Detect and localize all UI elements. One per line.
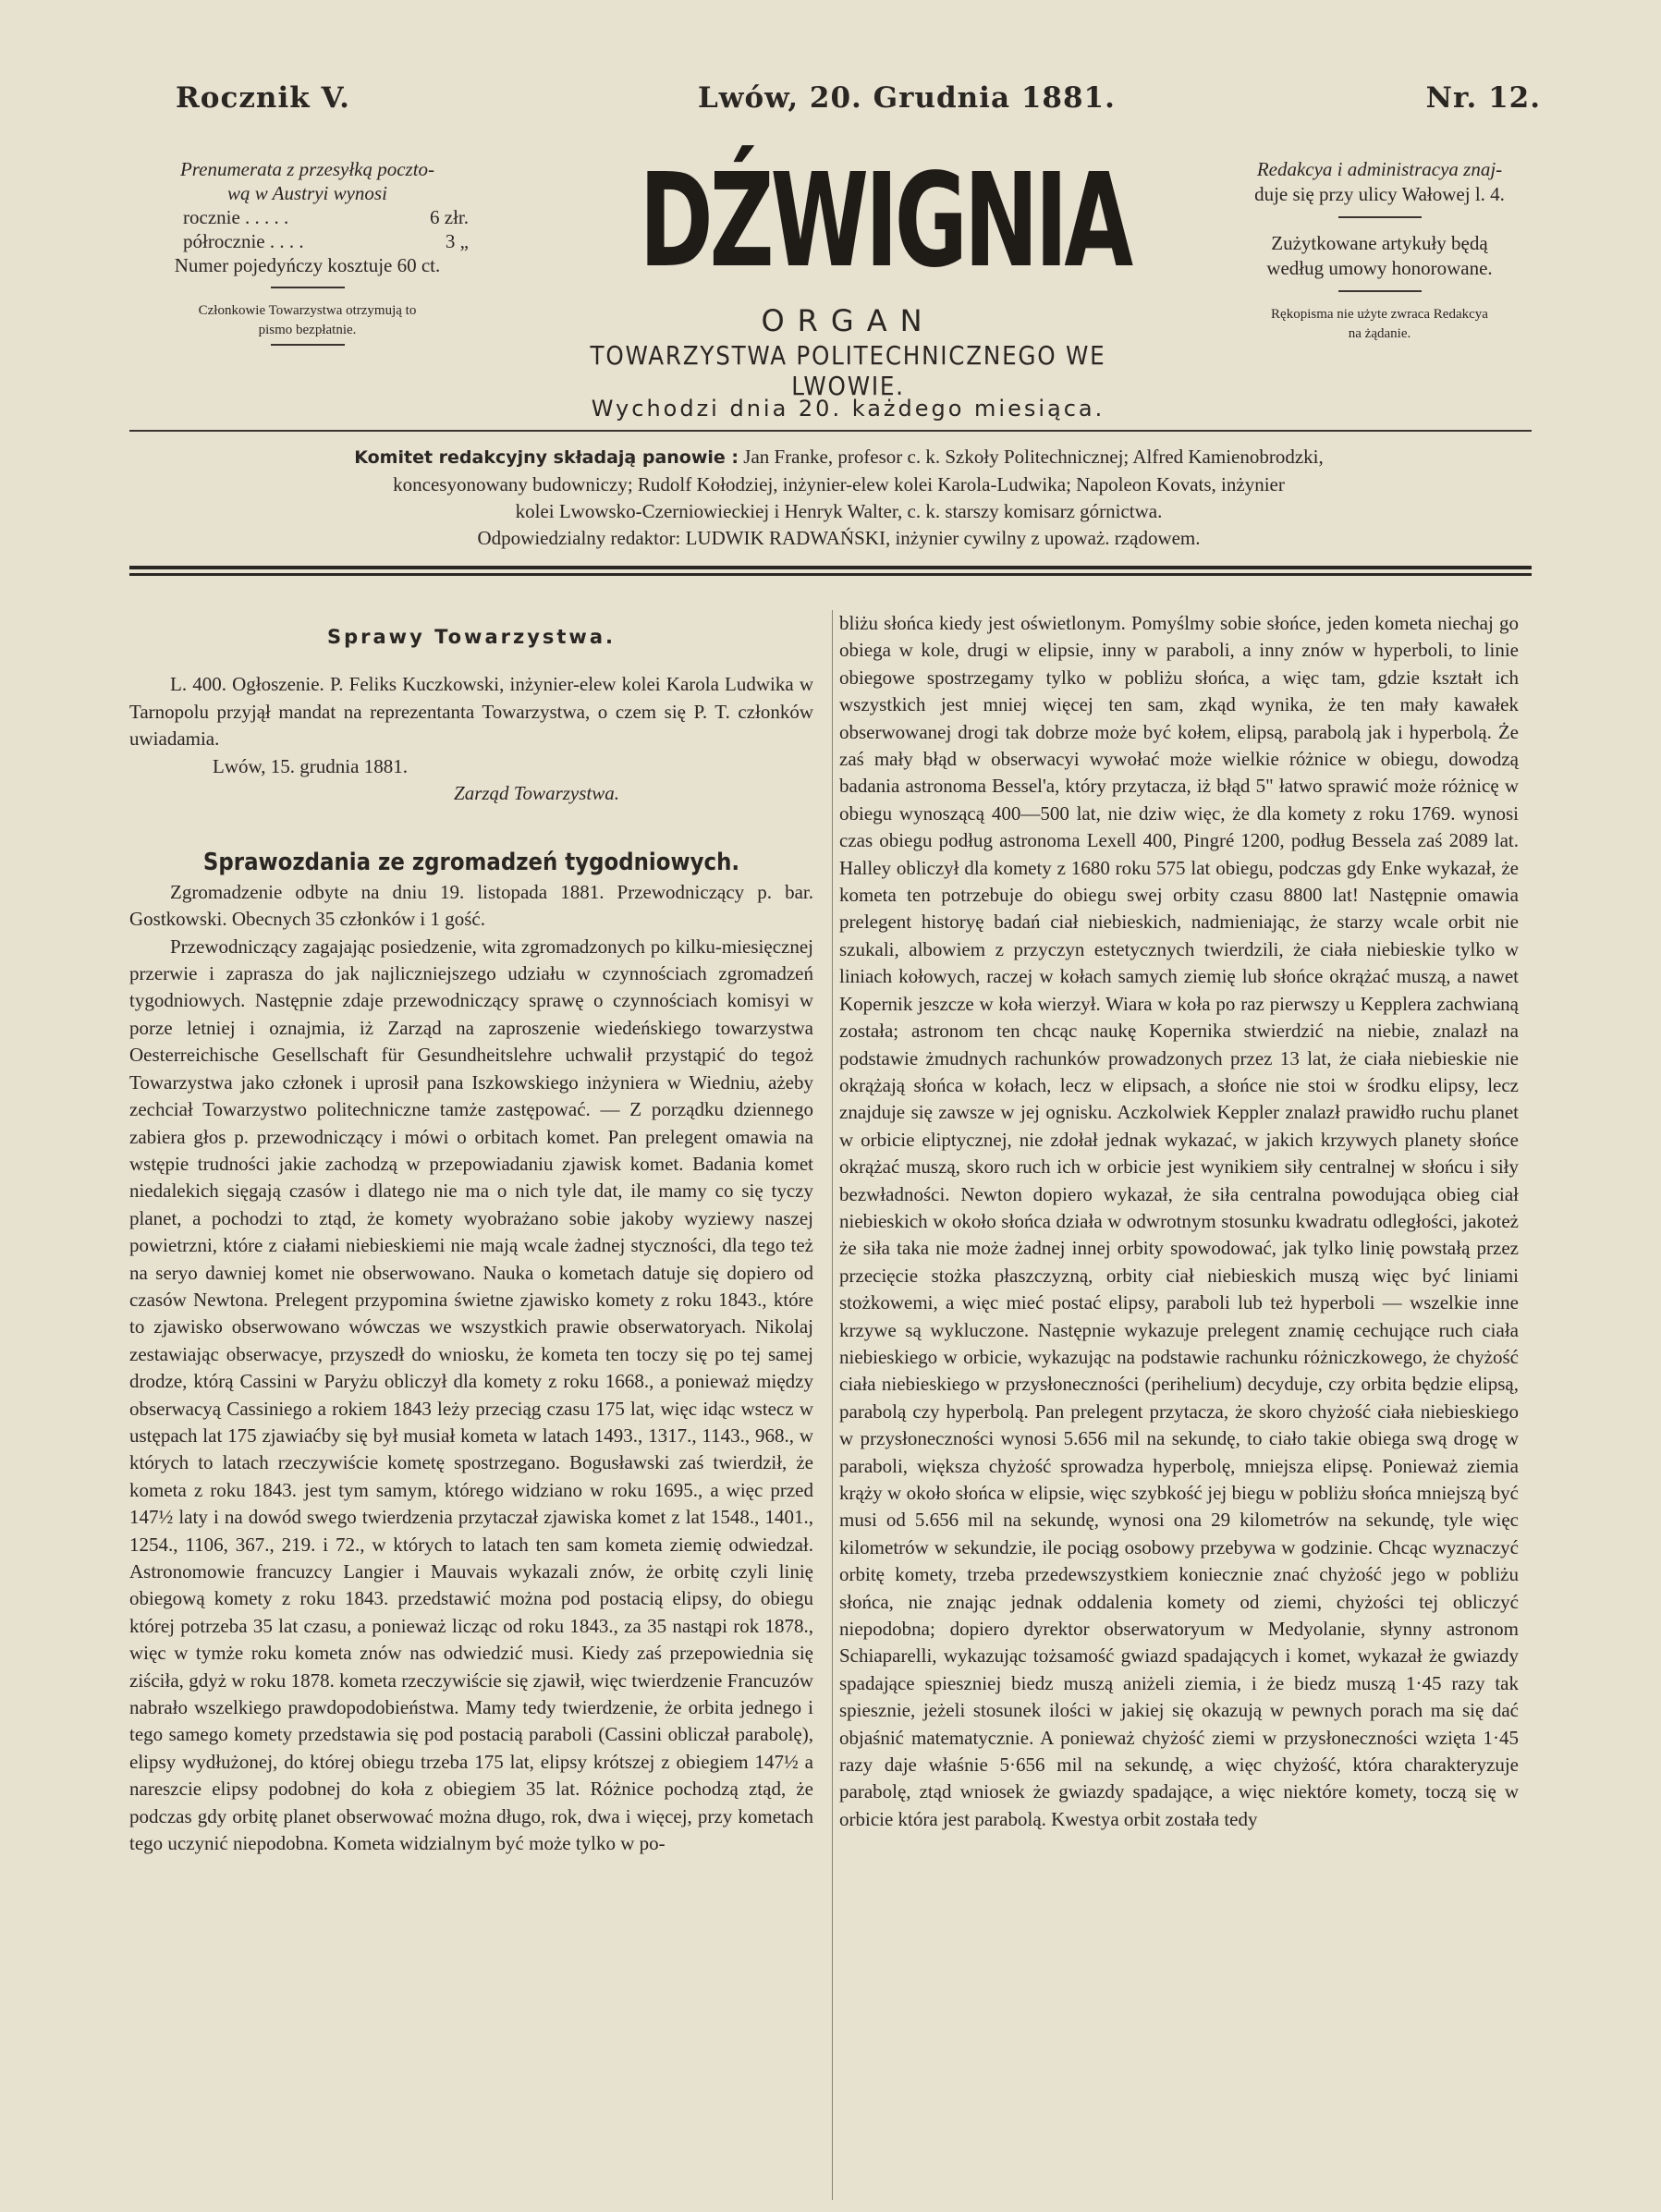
editorial-box [1197,157,1562,344]
responsible-editor: Odpowiedzialny redaktor: LUDWIK RADWAŃSKI, inżynier cywilny z upoważ. rządowem. [477,527,1201,549]
subscription-line: Prenumerata z przesyłką poczto- [179,158,435,180]
price-label: rocznie . . . . . [183,206,289,228]
left-column [129,610,813,1857]
committee-lead: Komitet redakcyjny składają panowie : [354,447,739,468]
manuscript-note: na żądanie. [1348,326,1411,341]
section-heading-reports: Sprawozdania ze zgromadzeń tygodniowych. [202,849,740,877]
notice-signature: Zarząd Towarzystwa. [454,782,619,805]
masthead-double-rule [129,573,1532,576]
publication-frequency: Wychodzi dnia 20. każdego miesiąca. [591,396,1105,422]
masthead-organ: ORGAN [761,303,935,338]
header-rule [129,430,1532,432]
price-label: półrocznie . . . . [183,230,304,252]
committee-line-1 [166,444,1511,471]
issue-number: Nr. 12. [1425,81,1541,115]
meeting-info: Zgromadzenie odbyte na dniu 19. listopada 1881. Przewodniczący p. bar. Gostkowski. Obecnych 35 członków i 1 gość. [129,880,813,931]
column-separator [832,610,833,2200]
price-value: 6 złr. [430,206,469,228]
office-line: duje się przy ulicy Wałowej l. 4. [1254,183,1505,205]
honorarium-line: według umowy honorowane. [1266,257,1493,279]
price-row-half [139,229,476,253]
volume-label: Rocznik V. [176,81,350,115]
members-note: Członkowie Towarzystwa otrzymują to [198,303,417,318]
masthead-double-rule [129,566,1532,569]
notice-paragraph: L. 400. Ogłoszenie. P. Feliks Kuczkowski, inżynier-elew kolei Karola Ludwika w Tarnopolu przyjął mandat na reprezentanta Towarzystwa, o czem się P. T. członków uwiadamia. [129,673,813,751]
honorarium-line: Zużytkowane artykuły będą [1271,232,1488,254]
notice-place-date: Lwów, 15. grudnia 1881. [213,754,408,777]
price-row-yearly [139,205,476,229]
committee-line-3: kolei Lwowsko-Czerniowieckiej i Henryk Walter, c. k. starszy komisarz górnictwa. [515,500,1163,522]
subscription-box [139,157,476,359]
issue-header [176,81,1541,118]
report-body: Przewodniczący zagajając posiedzenie, wita zgromadzonych po kilku-miesięcznej przerwie i zaprasza do jak najliczniejszego udziału w czynnościach zgromadzeń tygodniowych. Następnie zdaje przewodniczący sprawę o czynnościach komisyi w porze letniej i oznajmia, iż Zarząd na zaproszenie wiedeńskiego towarzystwa Oesterreichische Gesellschaft für Gesundheitslehre uchwalił przystąpić do tegoż Towarzystwa jako członek i uprosił pana Iszkowskiego inżyniera w Wiedniu, ażeby zechciał Towarzystwo politechniczne tamże zastępować. — Z porządku dziennego zabiera głos p. przewodniczący i mówi o orbitach komet. Pan prelegent omawia na wstępie trudności jakie zachodzą w przepowiadaniu zjawisk komet. Badania komet niedalekich sięgają czasów i dlatego nie ma o nich tyle dat, ile mamy co się tyczy planet, a pochodzi to ztąd, że komety wyobrażano sobie jakoby wyziewy naszej powietrzni, które z ciałami niebieskiemi nie mają wcale żadnej styczności, dla tego też na seryo dawniej komet nie obserwowano. Nauka o kometach datuje się dopiero od czasów Newtona. Prelegent przypomina świetne zjawisko komety z roku 1843., które to zjawisko obserwowano wówczas we wszystkich prawie obserwatoryach. Nikolaj zestawiając obserwacye, przyszedł do wniosku, że kometa ten toczy się po tej samej drodze, którą Cassini w Paryżu obliczył dla komety z roku 1668., a ponieważ między obserwacyą Cassiniego a rokiem 1843 leży przeciąg czasu 175 lat, więc idąc wstecz w ustępach lat 175 zjawiaćby się był musiał kometa w latach 1493., 1317., 1143., 968., w których to latach rzeczywiście kometę spostrzegano. Bogusławski zaś twierdził, że kometa z roku 1843. jest tym samym, którego widziano w roku 1695., a więc przed 147½ laty i na dowód swego twierdzenia przytaczał zjawiska komet z lat 1548., 1401., 1254., 1106, 367., 219. i 72., w których to latach ten sam kometa ziemię odwiedzał. Astronomowie francuzcy Langier i Mauvais wykazali znów, że orbitę czyli linię obiegową komety z roku 1843. przedstawić można pod postacią elipsy, do obiegu której potrzeba 35 lat czasu, a ponieważ licząc od roku 1843., za 35 nastąpi rok 1878., więc w tymże roku kometa znów nas odwiedzić musi. Kiedy zaś przepowiednia się ziściła, gdyż w roku 1878. kometa rzeczywiście się zjawił, więc twierdzenie Francuzów nabrało wszelkiego prawdopodobieństwa. Mamy tedy twierdzenie, że orbita jednego i tego samego komety przedstawia się pod postacią paraboli (Cassini obliczał parabolę), elipsy wydłużonej, do której obiegu trzeba 175 lat, elipsy krótszej z obiegiem 147½ a nareszcie elipsy podobnej do koła z obiegiem 35 lat. Różnice pochodzą ztąd, że podczas gdy orbitę planet obserwować można długo, rok, dwa i więcej, przy kometach tego uczynić niepodobna. Kometa widzialnym być może tylko w po- [129,935,813,1855]
editorial-committee [166,444,1511,552]
divider [1338,290,1422,292]
right-column [839,610,1519,1833]
section-heading-society: Sprawy Towarzystwa. [327,626,616,648]
single-issue-price: Numer pojedyńczy kosztuje 60 ct. [174,254,441,276]
masthead-title: DŹWIGNIA [639,146,1130,297]
divider [271,287,345,288]
members-note: pismo bezpłatnie. [258,323,357,337]
issue-date: Lwów, 20. Grudnia 1881. [698,81,1116,115]
manuscript-note: Rękopisma nie użyte zwraca Redakcya [1271,307,1488,322]
committee-line-2: koncesyonowany budowniczy; Rudolf Kołodziej, inżynier-elew kolei Karola-Ludwika; Napoleon Kovats, inżynier [393,473,1285,495]
price-value: 3 „ [445,230,469,252]
office-line: Redakcya i administracya znaj- [1256,158,1503,180]
divider [1338,216,1422,218]
committee-text: Jan Franke, profesor c. k. Szkoły Politechnicznej; Alfred Kamienobrodzki, [739,446,1324,468]
divider [271,344,345,346]
subscription-line: wą w Austryi wynosi [227,182,387,204]
masthead-society: TOWARZYSTWA POLITECHNICZNEGO WE LWOWIE. [590,340,1106,401]
report-body-continued: bliżu słońca kiedy jest oświetlonym. Pomyślmy sobie słońce, jeden kometa niechaj go obiega w kole, drugi w elipsie, inny w paraboli, a inny znów w hyperboli, to linie obiegowe spostrzegamy tylko w pobliżu słońca, a więc tam, gdzie kształt ich wszystkich jest mniej więcej ten sam, zkąd wynika, że ten mały kawałek obserwowanej drogi tak dobrze może być kołem, elipsą, parabolą jak i hyperbolą. Że zaś mały błąd w obserwacyi wywołać może wielkie różnice w obiegu, dowodzą badania astronoma Bessel'a, który przytacza, iż błąd 5" łatwo sprawić może różnicę w obiegu wynoszącą 400—500 lat, nie dziw więc, że dla komety z roku 1769. wynosi czas obiegu podług astronoma Lexell 400, Pingré 1200, podług Bessela zaś 2089 lat. Halley obliczył dla komety z 1680 roku 575 lat obiegu, podczas gdy Enke wykazał, że kometa ten potrzebuje do obiegu swej orbity czasu 8800 lat! Następnie omawia prelegent historyę badań ciał niebieskich, nadmieniając, że starzy wcale orbit nie szukali, albowiem z przyczyn estetycznych twierdzili, że ciała niebieskie tylko w liniach kołowych, raczej w kołach samych ziemię lub słońce okrążać muszą, a nawet Kopernik jeszcze w koła wierzył. Wiara w koła po raz pierwszy u Kepplera zachwianą została; astronom ten chcąc naukę Kopernika stwierdzić na niebie, znalazł na podstawie żmudnych rachunków prowadzonych przez 13 lat, że ciała niebieskie nie okrążają słońca w kołach, lecz w elipsach, a słońce nie stoi w środku elipsy, lecz znajduje się zawsze w jej ognisku. Aczkolwiek Keppler znalazł prawidło ruchu planet w orbicie eliptycznej, nie zdołał jednak wykazać, w jakich krzywych planety słońce okrążać muszą, skoro ruch ich w orbicie jest wynikiem siły centralnej w słońcu i siły bezwładności. Newton dopiero wykazał, że siła centralna powodująca obieg ciał niebieskich w około słońca działa w odwrotnym stosunku kwadratu odległości, jakoteż że siła taka nie może żadnej innej orbity spowodować, jak tylko linię powstałą przez przecięcie stożka płaszczyzną, orbity ciał niebieskich muszą więc być liniami stożkowemi, a więc mieć postać elipsy, paraboli lub też hyperboli — wszelkie inne krzywe są wykluczone. Następnie wykazuje prelegent znamię cechujące ruch ciała niebieskiego w orbicie, wykazując na podstawie rachunku różniczkowego, że chyżość ciała niebieskiego w przysłoneczności (perihelium) decyduje, czy orbita będzie elipsą, parabolą czy hyperbolą. Pan prelegent przytacza, że skoro chyżość ciała niebieskiego w przysłoneczności wynosi 5.656 mil na sekundę, to ciało takie obiega swą drogę w paraboli, większa chyżość sprowadza hyperbolę, mniejsza elipsę. Ponieważ ziemia krąży w około słońca w elipsie, więc szybkość jej biegu w pobliżu słońca mniejszą być musi od 5.656 mil na sekundę, wynosi ona 29 kilometrów na sekundę, tyle więc kilometrów w sekundzie, ile pociąg osobowy przebywa w godzinie. Chcąc wyznaczyć orbitę komety, trzeba przedewszystkiem koniecznie znać chyżość jego w pobliżu słońca, nie znając jednak oddalenia komety od ziemi, chyżości tej obliczyć niepodobna; dopiero dyrektor obserwatoryum w Medyolanie, słynny astronom Schiaparelli, wykazując tożsamość gwiazd spadających i komet, wykazał że gwiazdy spadające spieszniej biedz muszą aniżeli ziemia, i że biedz muszą 1·45 razy tak spiesznie, jeżeli stosunek ilości w jakiej się okazują w pewnych porach ma się dać objaśnić matematycznie. A ponieważ chyżość ziemi w przysłoneczności wzięta 1·45 razy daje właśnie 5·656 mil na sekundę, a więc chyżość, która charakteryzuje parabolę, ztąd wniosek że gwiazdy spadające, a więc niektóre komety, toczą się w orbicie która jest parabolą. Kwestya orbit została tedy [839,612,1519,1830]
